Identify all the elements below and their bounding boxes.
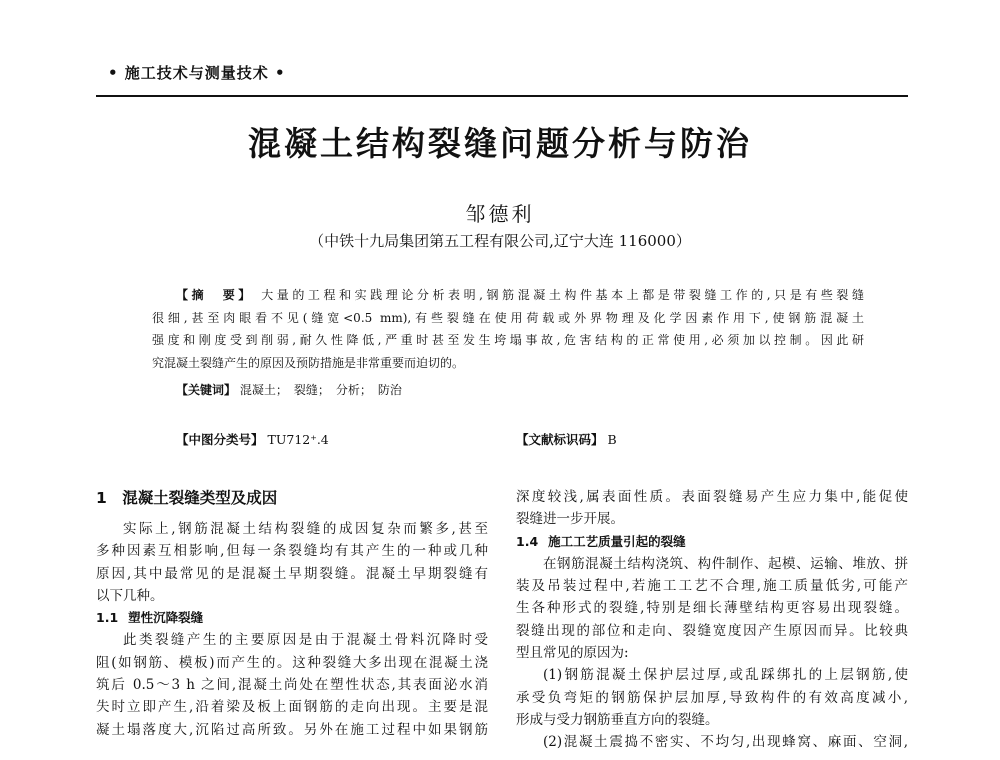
abstract bbox=[152, 284, 864, 374]
text-line: 失时立即产生,沿着梁及板上面钢筋的走向出现。主要是混 bbox=[96, 699, 488, 716]
section-heading: 1 混凝土裂缝类型及成因 bbox=[96, 489, 278, 507]
text-line: 凝土塌落度大,沉陷过高所致。另外在施工过程中如果钢筋 bbox=[96, 721, 488, 738]
text-line: (1)钢筋混凝土保护层过厚,或乱踩绑扎的上层钢筋,使 bbox=[543, 667, 908, 684]
document-code bbox=[516, 430, 617, 448]
subsection-number: 1.4 bbox=[516, 533, 539, 549]
text-line: (2)混凝土震捣不密实、不均匀,出现蜂窝、麻面、空洞, bbox=[543, 734, 908, 751]
text-line: 在钢筋混凝土结构浇筑、构件制作、起模、运输、堆放、拼 bbox=[543, 555, 908, 572]
classification-value: TU712⁺.4 bbox=[267, 432, 329, 447]
abstract-line: 很细,甚至肉眼看不见(缝宽<0.5 mm),有些裂缝在使用荷载或外界物理及化学因素作用下,使钢筋混凝土 bbox=[152, 310, 864, 325]
abstract-line: 究混凝土裂缝产生的原因及预防措施是非常重要而迫切的。 bbox=[152, 355, 465, 370]
classification-number bbox=[176, 430, 329, 448]
document-code-value: B bbox=[607, 432, 617, 447]
text-line: 型且常见的原因为: bbox=[516, 645, 629, 662]
text-line: 承受负弯矩的钢筋保护层加厚,导致构件的有效高度减小, bbox=[516, 689, 908, 706]
text-line: 以下几种。 bbox=[96, 587, 164, 604]
section-label: • 施工技术与测量技术 • bbox=[108, 64, 286, 82]
text-line: 形成与受力钢筋垂直方向的裂缝。 bbox=[516, 711, 719, 728]
document-code-label: 【文献标识码】 bbox=[516, 432, 604, 447]
subsection-number: 1.1 bbox=[96, 610, 119, 626]
abstract-label: 【摘 要】 bbox=[176, 288, 254, 302]
text-line: 装及吊装过程中,若施工工艺不合理,施工质量低劣,可能产 bbox=[516, 578, 908, 595]
text-line: 原因,其中最常见的是混凝土早期裂缝。混凝土早期裂缝有 bbox=[96, 565, 488, 582]
text-line: 阻(如钢筋、模板)而产生的。这种裂缝大多出现在混凝土浇 bbox=[96, 654, 488, 671]
text-line: 生各种形式的裂缝,特别是细长薄壁结构更容易出现裂缝。 bbox=[516, 600, 908, 617]
text-line: 裂缝进一步开展。 bbox=[516, 511, 624, 528]
text-line: 裂缝出现的部位和走向、裂缝宽度因产生原因而异。比较典 bbox=[516, 622, 908, 639]
keywords-text: 混凝土； 裂缝； 分析； 防治 bbox=[239, 383, 402, 397]
keywords-label: 【关键词】 bbox=[176, 383, 237, 397]
abstract-line: 【摘 要】 大量的工程和实践理论分析表明,钢筋混凝土构件基本上都是带裂缝工作的,只是有些裂缝 bbox=[176, 288, 864, 302]
paragraph bbox=[516, 553, 908, 664]
text-line: 实际上,钢筋混凝土结构裂缝的成因复杂而繁多,甚至 bbox=[123, 521, 488, 537]
subsection-heading bbox=[516, 531, 908, 553]
right-column bbox=[516, 486, 908, 754]
text-line: 筑后 0.5～3 h 之间,混凝土尚处在塑性状态,其表面泌水消 bbox=[96, 677, 488, 694]
keywords bbox=[176, 381, 402, 398]
text-line: 多种因素互相影响,但每一条裂缝均有其产生的一种或几种 bbox=[96, 543, 488, 560]
author-affiliation: （中铁十九局集团第五工程有限公司,辽宁大连 116000） bbox=[309, 232, 691, 250]
author-name: 邹德利 bbox=[465, 202, 535, 226]
paragraph bbox=[96, 629, 488, 740]
paragraph bbox=[516, 486, 908, 531]
abstract-line: 强度和刚度受到削弱,耐久性降低,严重时甚至发生垮塌事故,危害结构的正常使用,必须加以控制。因此研 bbox=[152, 333, 864, 347]
text-line: 深度较浅,属表面性质。表面裂缝易产生应力集中,能促使 bbox=[516, 489, 908, 505]
list-item bbox=[516, 664, 908, 731]
list-item bbox=[516, 731, 908, 753]
subsection-heading bbox=[96, 607, 488, 629]
classification-label: 【中图分类号】 bbox=[176, 432, 264, 447]
header-rule bbox=[96, 95, 908, 97]
article-title: 混凝土结构裂缝问题分析与防治 bbox=[248, 124, 752, 163]
text-line: 此类裂缝产生的主要原因是由于混凝土骨料沉降时受 bbox=[123, 632, 488, 649]
subsection-title: 施工工艺质量引起的裂缝 bbox=[548, 533, 686, 549]
paragraph bbox=[96, 518, 488, 607]
subsection-title: 塑性沉降裂缝 bbox=[128, 610, 204, 626]
left-column bbox=[96, 486, 488, 741]
